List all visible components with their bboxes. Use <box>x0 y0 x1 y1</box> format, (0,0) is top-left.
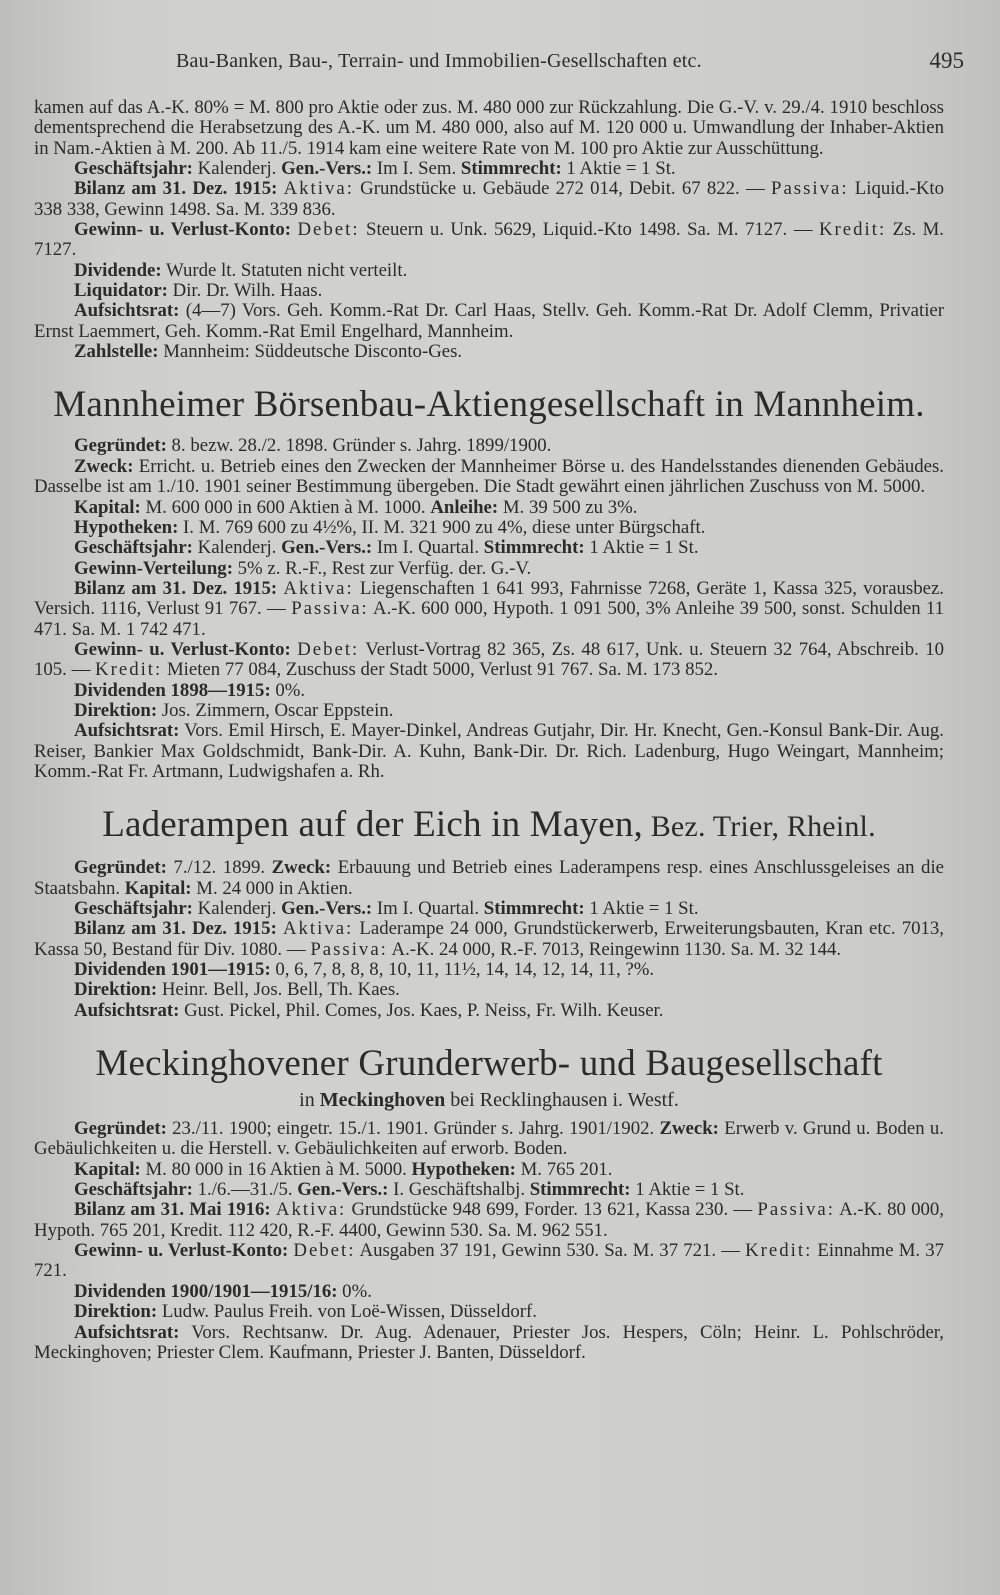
management-label: Direktion: <box>74 979 158 1001</box>
profit-distribution-label: Gewinn-Verteilung: <box>74 557 233 579</box>
laderampen-management <box>34 980 944 1000</box>
liabilities-value: Liquid.-Kto 338 338, Gewinn 1498. Sa. M. 339 836. <box>34 178 944 220</box>
liquidator-label: Liquidator: <box>74 280 168 302</box>
capital-value: M. 600 000 in 600 Aktien à M. 1000. <box>140 496 431 518</box>
dividends-value: 0, 6, 7, 8, 8, 8, 10, 11, 11½, 14, 14, 12, 14, 11, ?%. <box>270 959 655 981</box>
liabilities-value: A.-K. 80 000, Hypoth. 765 201, Kredit. 112 420, R.-F. 4400, Gewinn 530. Sa. M. 962 551. <box>34 1199 944 1241</box>
founded-label: Gegründet: <box>74 435 167 457</box>
supervisory-board-label: Aufsichtsrat: <box>74 999 180 1021</box>
management-label: Direktion: <box>74 699 158 721</box>
assets-label: Aktiva: <box>275 1199 347 1221</box>
company-title-mannheim: Mannheimer Börsenbau-Aktiengesellschaft in Mannheim. <box>53 384 925 426</box>
meckinghoven-capital <box>34 1160 944 1180</box>
previous-entry-profit-loss: Gewinn- u. Verlust-Konto: Debet: Steuern u. Unk. 5629, Liquid.-Kto 1498. Sa. M. 7127. — Kredit: Zs. M. 7127. <box>34 219 945 261</box>
mortgages-label: Hypotheken: <box>74 516 179 538</box>
management-value: Heinr. Bell, Jos. Bell, Th. Kaes. <box>157 979 400 1001</box>
laderampen-supervisory-board <box>34 1001 944 1021</box>
mannheim-management <box>34 701 944 721</box>
general-meeting-label: Gen.-Vers.: <box>281 537 373 559</box>
assets-value: Liegenschaften 1 641 993, Fahrnisse 7268, Geräte 1, Kassa 325, vorausbez. Versich. 1116, Verlust 91 767. — <box>34 577 944 620</box>
debit-label: Debet: <box>297 219 360 241</box>
paying-agent-label: Zahlstelle: <box>74 341 159 363</box>
company-title-district: Bez. Trier, Rheinl. <box>643 810 876 844</box>
purpose-value: Erwerb v. Grund u. Boden u. Gebäulichkeiten u. die Herstell. v. Gebäulichkeiten auf erworb. Boden. <box>34 1118 944 1160</box>
company-title-laderampen <box>34 804 944 848</box>
mannheim-founding <box>34 436 944 456</box>
liabilities-value: A.-K. 600 000, Hypoth. 1 091 500, 3% Anleihe 39 500, sonst. Schulden 11 471. Sa. M. 1 742 471. <box>34 598 945 640</box>
supervisory-board-label: Aufsichtsrat: <box>74 300 180 322</box>
liquidator-value: Dir. Dr. Wilh. Haas. <box>167 280 323 302</box>
voting-right-label: Stimmrecht: <box>483 898 585 919</box>
capital-label: Kapital: <box>74 496 141 518</box>
previous-entry-capital-history: kamen auf das A.-K. 80% = M. 800 pro Aktie oder zus. M. 480 000 zur Rückzahlung. Die G.-V. v. 29./4. 1910 beschloss dementsprechend die Herabsetzung des A.-K. um M. 480 000, also auf M. 120 000 u. Umwandlung der Inhaber-Aktien in Nam.-Aktien à M. 200. Ab 11./5. 1914 kam eine weitere Rate von M. 100 pro Aktie zur Ausschüttung. <box>34 97 944 159</box>
fiscal-year-value: Kalenderj. <box>192 537 282 559</box>
liabilities-value: A.-K. 24 000, R.-F. 7013, Reingewinn 1130. Sa. M. 32 144. <box>387 938 842 960</box>
purpose-value: Erbauung und Betrieb eines Laderampens resp. eines Anschlussgeleises an die Staatsbahn. <box>34 857 944 899</box>
capital-value: M. 24 000 in Aktien. <box>191 877 353 899</box>
debit-value: Steuern u. Unk. 5629, Liquid.-Kto 1498. Sa. M. 7127. <box>359 219 788 241</box>
voting-right-value: 1 Aktie = 1 St. <box>561 158 676 180</box>
company-subtitle-meckinghoven <box>34 1089 944 1111</box>
mortgages-label: Hypotheken: <box>411 1158 516 1180</box>
founded-label: Gegründet: <box>74 1118 167 1140</box>
assets-value: Grundstücke u. Gebäude 272 014, Debit. 67 822. — <box>353 178 765 200</box>
mannheim-supervisory-board <box>34 721 944 782</box>
previous-entry-paying-agent <box>34 342 944 362</box>
company-title-meckinghoven: Meckinghovener Grunderwerb- und Baugesellschaft <box>95 1043 883 1085</box>
meckinghoven-management <box>34 1302 944 1322</box>
dividends-value: 0%. <box>337 1280 372 1302</box>
general-meeting-value: Im I. Sem. <box>372 158 457 180</box>
meckinghoven-profit-loss <box>34 1241 944 1282</box>
meckinghoven-balance <box>34 1200 944 1241</box>
credit-label: Kredit: <box>745 1240 813 1262</box>
mannheim-fiscal-line <box>34 538 944 558</box>
mannheim-mortgages <box>34 518 944 538</box>
dividend-label: Dividende: <box>74 259 162 281</box>
previous-entry-fiscal-line <box>34 159 944 179</box>
voting-right-value: 1 Aktie = 1 St. <box>630 1179 745 1201</box>
general-meeting-value: Im I. Quartal. <box>372 898 484 919</box>
supervisory-board-label: Aufsichtsrat: <box>74 720 180 742</box>
assets-value: Grundstücke 948 699, Forder. 13 621, Kassa 230. — <box>346 1199 753 1221</box>
assets-label: Aktiva: <box>283 178 354 200</box>
running-title: Bau-Banken, Bau-, Terrain- und Immobilien-Gesellschaften etc. <box>176 50 702 72</box>
liabilities-label: Passiva: <box>757 1199 835 1221</box>
mannheim-profit-loss <box>34 640 944 681</box>
debit-label: Debet: <box>293 1240 356 1262</box>
subtitle-suffix: bei Recklinghausen i. Westf. <box>445 1089 679 1112</box>
laderampen-dividends <box>34 960 944 980</box>
dividend-value: Wurde lt. Statuten nicht verteilt. <box>161 259 408 281</box>
profit-distribution-value: 5% z. R.-F., Rest zur Verfüg. der. G.-V. <box>232 557 532 579</box>
mortgages-value: I. M. 769 600 zu 4½%, II. M. 321 900 zu 4%, diese unter Bürgschaft. <box>178 516 706 538</box>
meckinghoven-fiscal-line <box>34 1180 944 1200</box>
dividends-label: Dividenden 1900/1901—1915/16: <box>74 1280 338 1302</box>
supervisory-board-value: Vors. Emil Hirsch, E. Mayer-Dinkel, Andreas Gutjahr, Dir. Hr. Knecht, Gen.-Konsul Bank-Dir. Aug. Reiser, Bankier Max Goldschmidt, Bank-Dir. A. Kuhn, Bank-Dir. Dr. Rich. Ladenburg, Hugo Weingart, Mannheim; Komm.-Rat Fr. Artmann, Ludwigshafen a. Rh. <box>34 720 944 782</box>
purpose-label: Zweck: <box>271 857 332 879</box>
purpose-label: Zweck: <box>659 1118 719 1140</box>
dividends-value: 0%. <box>270 679 306 701</box>
loan-value: M. 39 500 zu 3%. <box>498 496 638 518</box>
liabilities-label: Passiva: <box>771 178 849 200</box>
meckinghoven-founding-purpose <box>34 1119 944 1160</box>
management-value: Ludw. Paulus Freih. von Loë-Wissen, Düsseldorf. <box>157 1301 537 1323</box>
founded-value: 7./12. 1899. <box>166 857 272 879</box>
fiscal-year-label: Geschäftsjahr: <box>74 898 193 919</box>
general-meeting-label: Gen.-Vers.: <box>281 898 373 919</box>
fiscal-year-label: Geschäftsjahr: <box>74 537 193 559</box>
credit-label: Kredit: <box>818 219 887 241</box>
voting-right-label: Stimmrecht: <box>529 1179 631 1201</box>
supervisory-board-label: Aufsichtsrat: <box>74 1321 180 1343</box>
credit-value: Zs. M. 7127. <box>34 219 945 261</box>
debit-value: Verlust-Vortrag 82 365, Zs. 48 617, Unk. u. Steuern 32 764, Abschreib. 10 105. — <box>34 638 944 681</box>
debit-value: Ausgaben 37 191, Gewinn 530. Sa. M. 37 721. — <box>355 1240 740 1262</box>
general-meeting-value: I. Geschäftshalbj. <box>388 1179 530 1201</box>
balance-label: Bilanz am 31. Mai 1916: <box>74 1199 271 1221</box>
balance-label: Bilanz am 31. Dez. 1915: <box>74 577 278 599</box>
dividends-label: Dividenden 1901—1915: <box>74 959 271 981</box>
previous-entry-dividend <box>34 261 944 281</box>
fiscal-year-label: Geschäftsjahr: <box>74 1179 193 1201</box>
management-label: Direktion: <box>74 1301 158 1323</box>
capital-label: Kapital: <box>124 877 192 899</box>
founded-value: 8. bezw. 28./2. 1898. Gründer s. Jahrg. 1899/1900. <box>166 435 552 457</box>
fiscal-year-value: Kalenderj. <box>192 158 277 180</box>
voting-right-value: 1 Aktie = 1 St. <box>584 537 699 559</box>
running-header <box>34 46 964 80</box>
voting-right-label: Stimmrecht: <box>483 537 585 559</box>
company-title-main: Laderampen auf der Eich in Mayen, <box>102 804 643 846</box>
credit-label: Kredit: <box>95 659 163 681</box>
supervisory-board-value: Gust. Pickel, Phil. Comes, Jos. Kaes, P. Neiss, Fr. Wilh. Keuser. <box>179 999 664 1021</box>
page-number: 495 <box>929 48 964 73</box>
laderampen-fiscal-line <box>34 899 944 919</box>
liabilities-label: Passiva: <box>291 598 369 620</box>
mannheim-purpose <box>34 457 944 498</box>
profit-loss-label: Gewinn- u. Verlust-Konto: <box>74 638 291 660</box>
voting-right-value: 1 Aktie = 1 St. <box>584 898 699 919</box>
meckinghoven-supervisory-board <box>34 1323 944 1364</box>
capital-label: Kapital: <box>74 1158 141 1180</box>
fiscal-year-label: Geschäftsjahr: <box>74 158 193 180</box>
previous-entry-supervisory-board <box>34 301 944 342</box>
fiscal-year-value: 1./6.—31./5. <box>192 1179 298 1201</box>
purpose-value: Erricht. u. Betrieb eines den Zwecken der Mannheimer Börse u. des Handelsstandes dienenden Gebäudes. Dasselbe ist am 1./10. 1901 seiner Bestimmung übergeben. Die Stadt gewährt einen jährlichen Zuschuss von M. 5000. <box>34 455 944 498</box>
capital-value: M. 80 000 in 16 Aktien à M. 5000. <box>140 1158 412 1180</box>
previous-entry-liquidator <box>34 281 944 301</box>
voting-right-label: Stimmrecht: <box>460 158 562 180</box>
subtitle-prefix: in <box>299 1089 320 1112</box>
supervisory-board-value: Vors. Rechtsanw. Dr. Aug. Adenauer, Priester Jos. Hespers, Cöln; Heinr. L. Pohlschröder, Meckinghoven; Priester Clem. Kaufmann, Priester J. Banten, Düsseldorf. <box>34 1321 944 1363</box>
assets-label: Aktiva: <box>283 577 354 599</box>
general-meeting-label: Gen.-Vers.: <box>297 1179 389 1201</box>
balance-label: Bilanz am 31. Dez. 1915: <box>74 178 278 200</box>
previous-entry-balance <box>34 179 944 220</box>
mortgages-value: M. 765 201. <box>515 1158 613 1180</box>
profit-loss-label: Gewinn- u. Verlust-Konto: <box>74 1240 289 1262</box>
paying-agent-value: Mannheim: Süddeutsche Disconto-Ges. <box>158 341 463 363</box>
mannheim-profit-distribution <box>34 559 944 579</box>
founded-label: Gegründet: <box>74 857 167 879</box>
liabilities-label: Passiva: <box>310 938 388 960</box>
founded-value: 23./11. 1900; eingetr. 15./1. 1901. Gründer s. Jahrg. 1901/1902. <box>166 1118 660 1140</box>
general-meeting-label: Gen.-Vers.: <box>281 158 373 180</box>
assets-label: Aktiva: <box>282 918 354 940</box>
page-body <box>34 98 944 1363</box>
supervisory-board-value: (4—7) Vors. Geh. Komm.-Rat Dr. Carl Haas, Stellv. Geh. Komm.-Rat Dr. Adolf Clemm, Privatier Ernst Laemmert, Geh. Komm.-Rat Emil Engelhard, Mannheim. <box>34 300 944 342</box>
mannheim-dividends <box>34 681 944 701</box>
fiscal-year-value: Kalenderj. <box>192 898 282 919</box>
mannheim-capital <box>34 498 944 518</box>
laderampen-balance <box>34 919 944 960</box>
credit-value: Einnahme M. 37 721. <box>34 1240 944 1282</box>
management-value: Jos. Zimmern, Oscar Eppstein. <box>157 699 394 721</box>
purpose-label: Zweck: <box>74 455 134 477</box>
subtitle-town: Meckinghoven <box>319 1089 446 1112</box>
assets-value: Laderampe 24 000, Grundstückerwerb, Erweiterungsbauten, Kran etc. 7013, Kassa 50, Bestand für Div. 1080. — <box>34 918 944 960</box>
balance-label: Bilanz am 31. Dez. 1915: <box>74 918 277 940</box>
debit-label: Debet: <box>297 638 360 660</box>
mannheim-balance <box>34 579 944 640</box>
meckinghoven-dividends <box>34 1282 944 1302</box>
profit-loss-label: Gewinn- u. Verlust-Konto: <box>74 219 291 241</box>
laderampen-founding-purpose-capital <box>34 858 944 899</box>
dividends-label: Dividenden 1898—1915: <box>74 679 271 701</box>
general-meeting-value: Im I. Quartal. <box>372 537 484 559</box>
loan-label: Anleihe: <box>430 496 499 518</box>
credit-value: Mieten 77 084, Zuschuss der Stadt 5000, Verlust 91 767. Sa. M. 173 852. <box>162 659 719 681</box>
